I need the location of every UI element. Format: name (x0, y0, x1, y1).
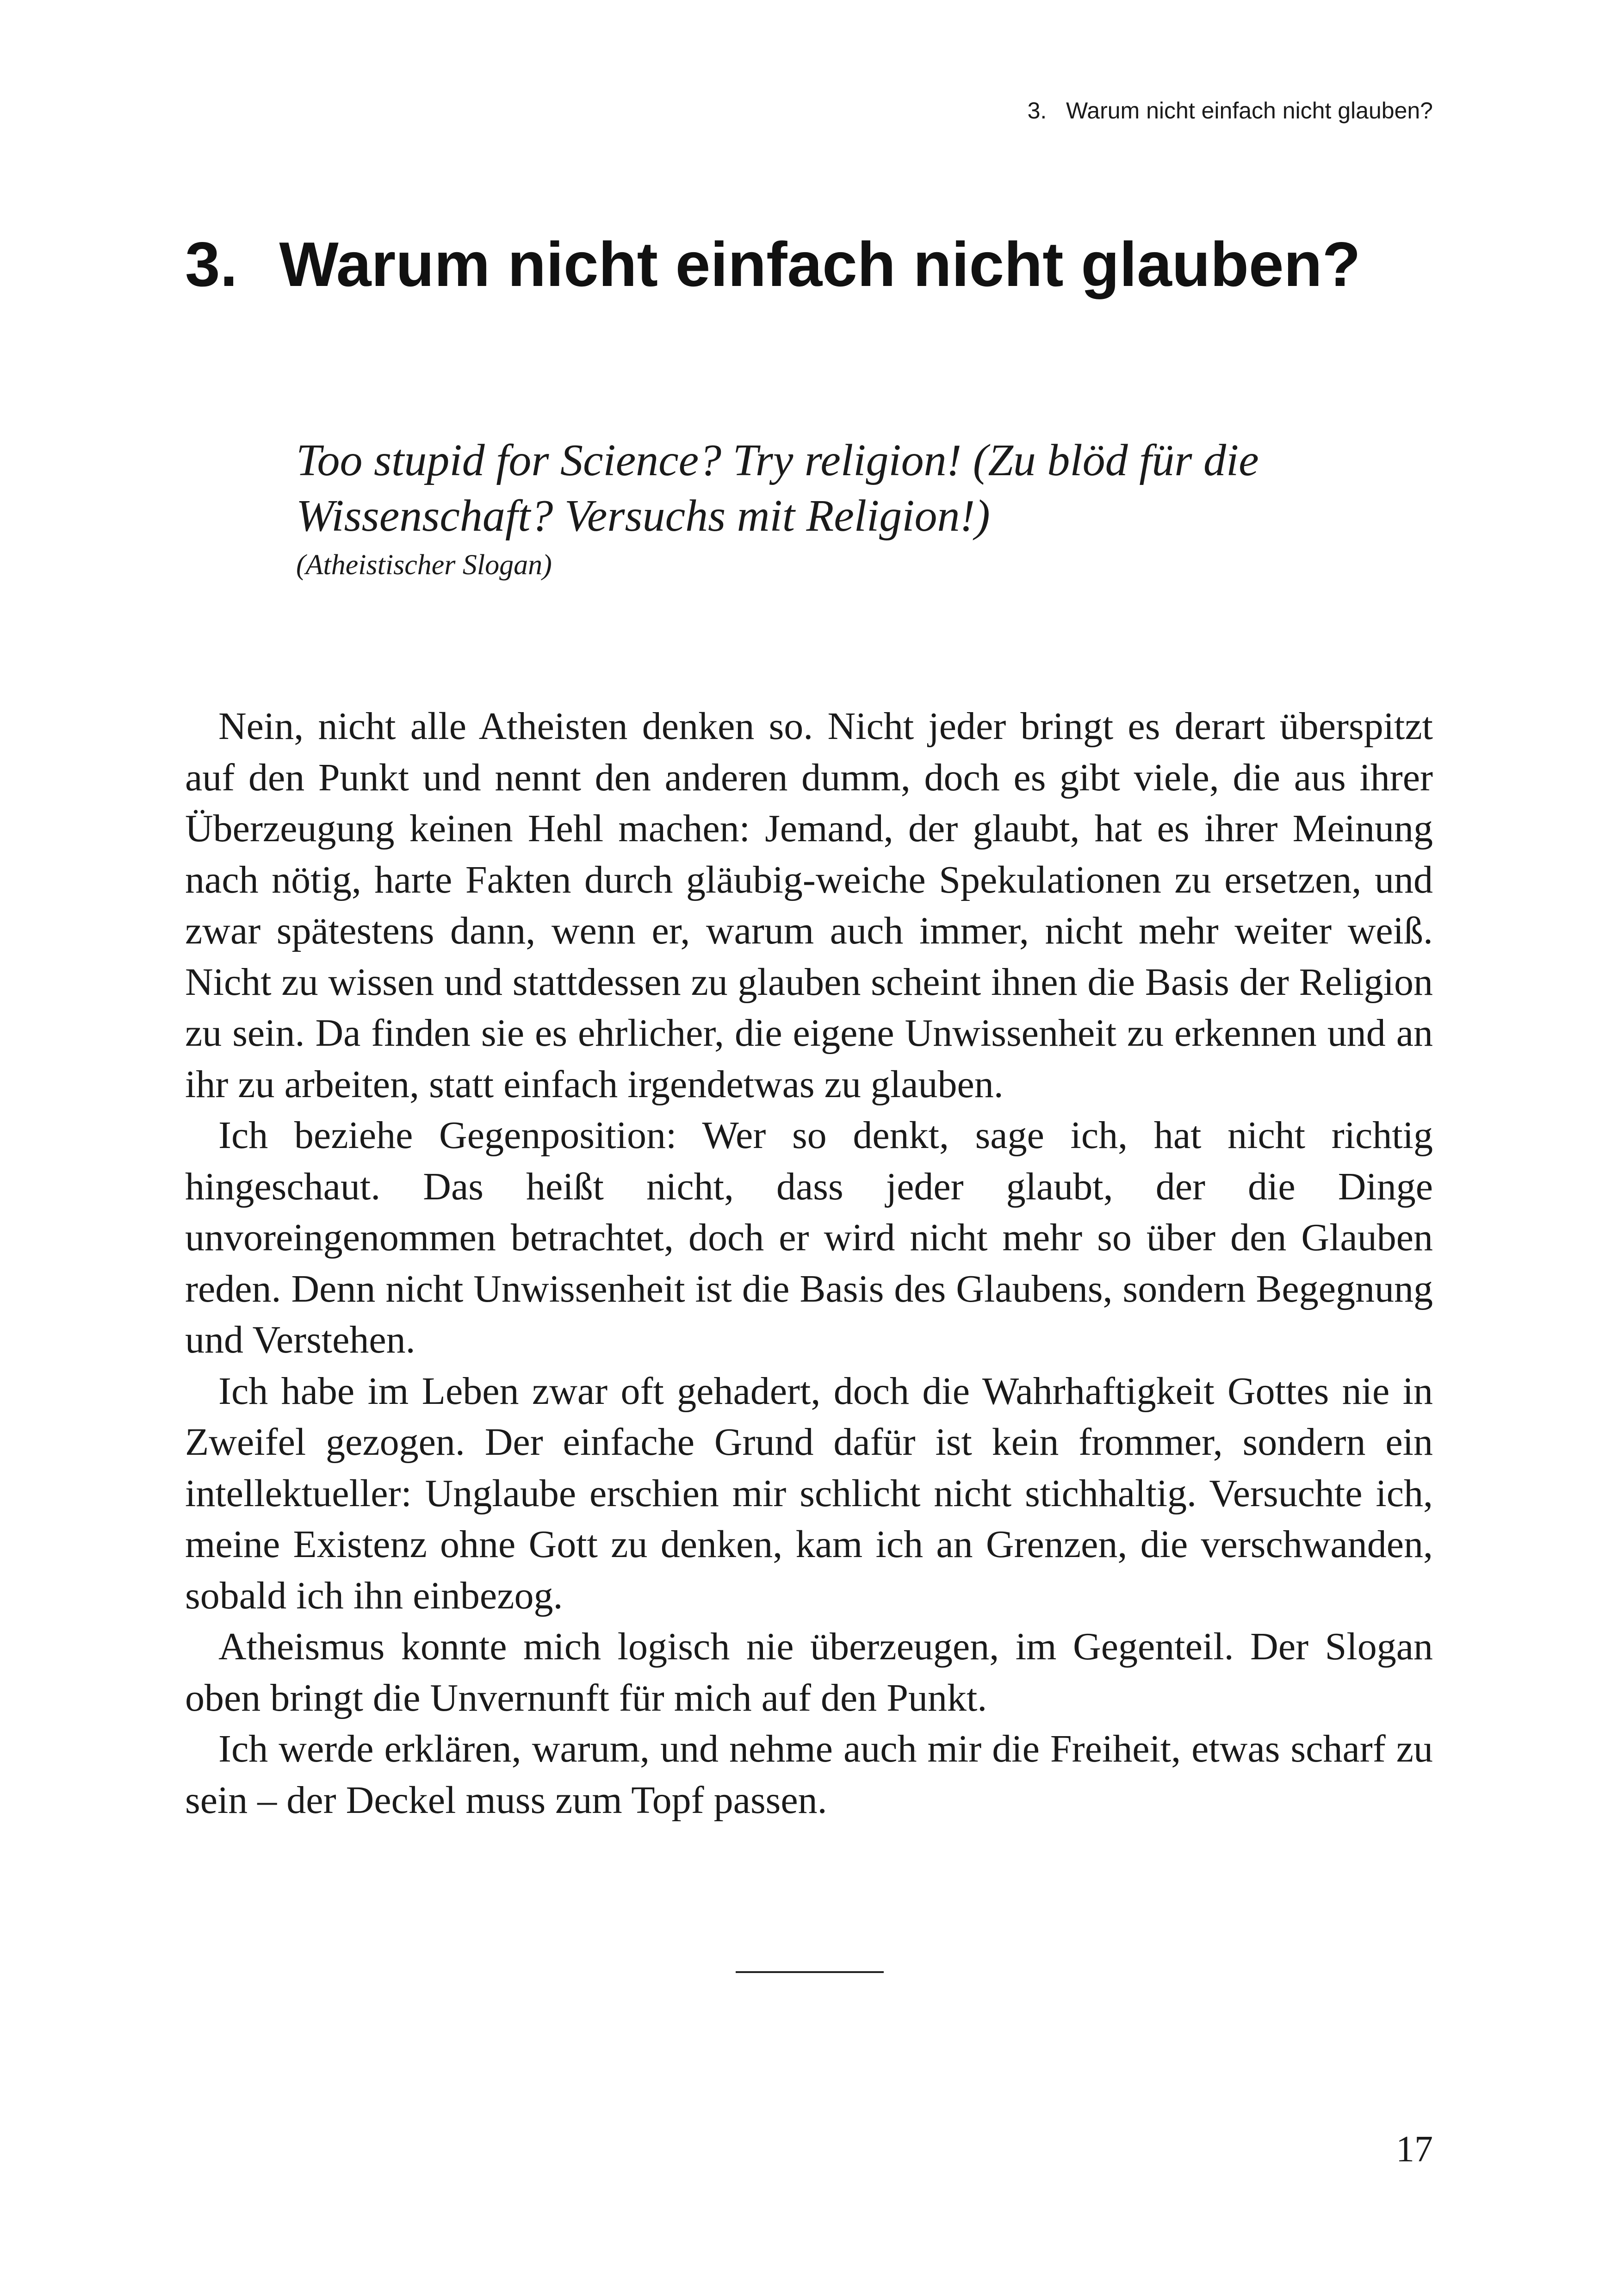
epigraph (296, 433, 1340, 584)
body-paragraph: Ich werde erklären, warum, und nehme auch mir die Freiheit, etwas scharf zu sein – der Deckel muss zum Topf passen. (185, 1727, 1433, 1822)
page-number: 17 (1396, 2129, 1433, 2170)
body-paragraph: Atheismus konnte mich logisch nie überzeugen, im Gegenteil. Der Slogan oben bringt die Unvernunft für mich auf den Punkt. (185, 1625, 1433, 1719)
chapter-title-text: Warum nicht einfach nicht glauben? (279, 229, 1361, 299)
chapter-number: 3. (185, 229, 238, 299)
body-text (185, 701, 1433, 1826)
epigraph-source: (Atheistischer Slogan) (296, 549, 552, 581)
body-paragraph: Ich beziehe Gegenposition: Wer so denkt, sage ich, hat nicht richtig hingeschaut. Das heißt nicht, dass jeder glaubt, der die Dinge unvoreingenommen betrachtet, doch er wird nicht mehr so über den Glauben reden. Denn nicht Unwissenheit ist die Basis des Glaubens, sondern Begegnung und Verstehen. (185, 1114, 1433, 1361)
chapter-title (185, 227, 1433, 302)
epigraph-quote: Too stupid for Science? Try religion! (Zu blöd für die Wissenschaft? Versuchs mit Religion!) (296, 435, 1259, 541)
section-divider (736, 1971, 884, 1973)
running-header: 3. Warum nicht einfach nicht glauben? (1027, 98, 1433, 124)
body-paragraph: Ich habe im Leben zwar oft gehadert, doch die Wahrhaftigkeit Gottes nie in Zweifel gezogen. Der einfache Grund dafür ist kein frommer, sondern ein intellektueller: Unglaube erschien mir schlicht nicht stichhaltig. Versuchte ich, meine Existenz ohne Gott zu denken, kam ich an Grenzen, die verschwanden, sobald ich ihn einbezog. (185, 1369, 1433, 1617)
body-paragraph: Nein, nicht alle Atheisten denken so. Nicht jeder bringt es derart überspitzt auf den Punkt und nennt den anderen dumm, doch es gibt viele, die aus ihrer Überzeugung keinen Hehl machen: Jemand, der glaubt, hat es ihrer Meinung nach nötig, harte Fakten durch gläubig-weiche Spekulationen zu ersetzen, und zwar spätestens dann, wenn er, warum auch immer, nicht mehr weiter weiß. Nicht zu wissen und stattdessen zu glauben scheint ihnen die Basis der Religion zu sein. Da finden sie es ehrlicher, die eigene Unwissenheit zu erkennen und an ihr zu arbeiten, statt einfach irgendetwas zu glauben. (185, 705, 1433, 1106)
